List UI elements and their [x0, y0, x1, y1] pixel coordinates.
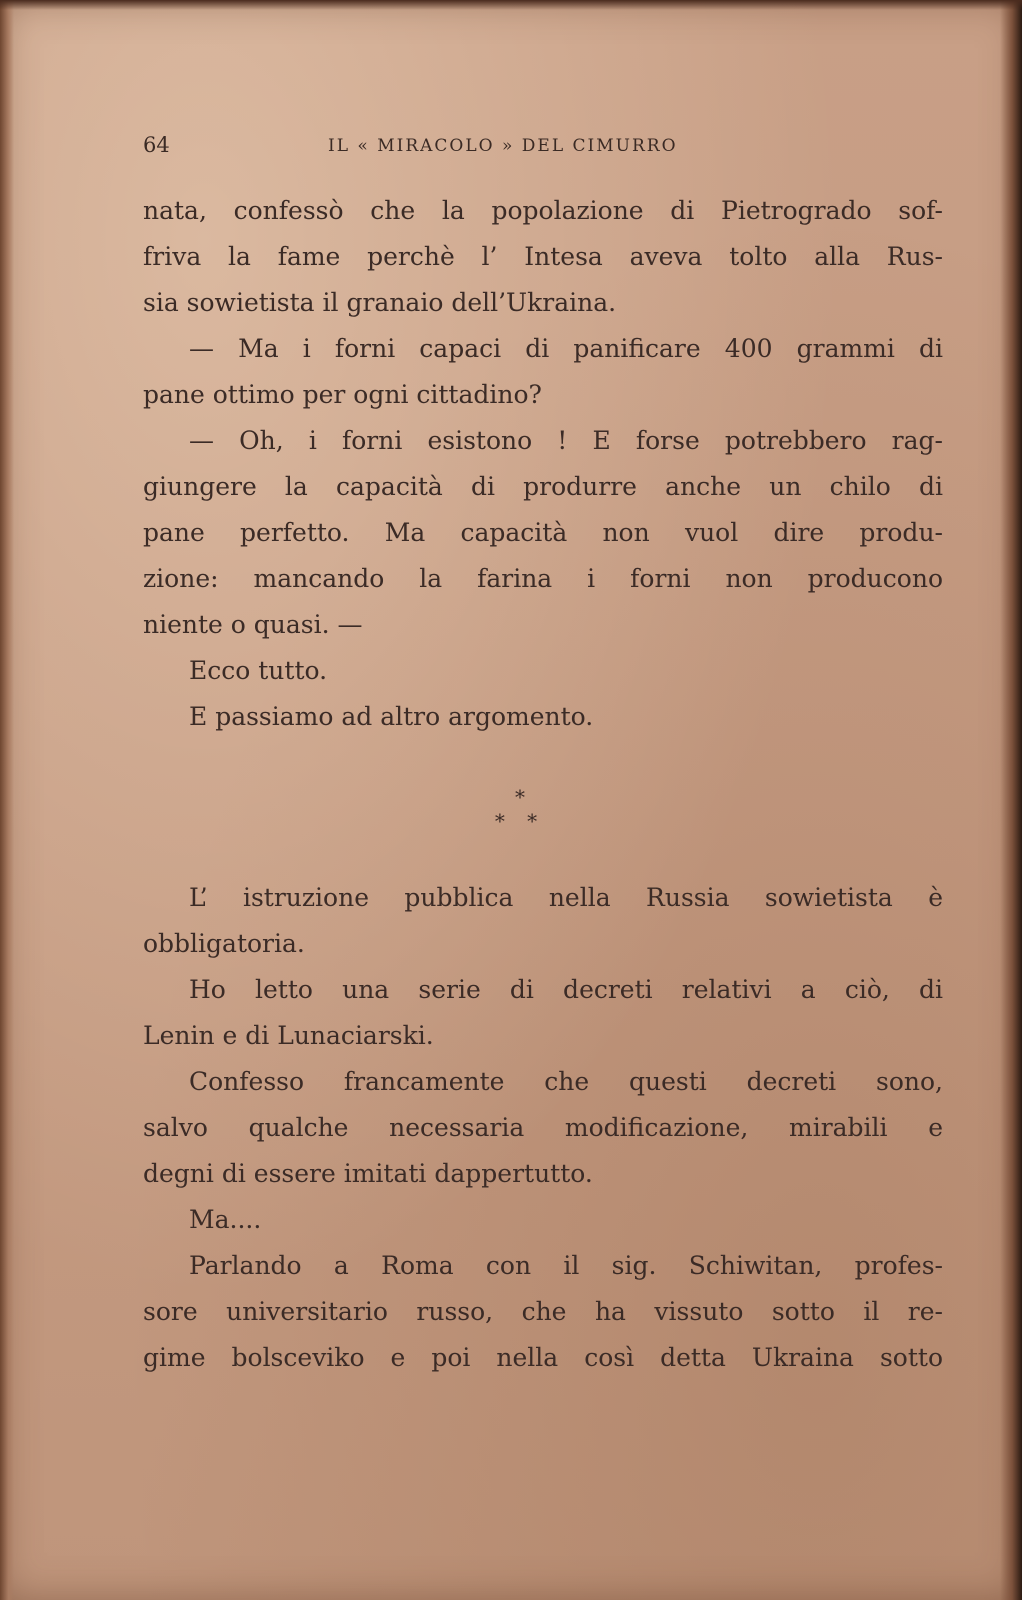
text-line: degni di essere imitati dappertutto.	[143, 1159, 593, 1188]
page-right-edge	[1000, 0, 1022, 1600]
text-line: zione: mancando la farina i forni non producono	[143, 564, 943, 593]
text-line: sia sowietista il granaio dell’Ukraina.	[143, 288, 617, 317]
text-line: niente o quasi. —	[143, 610, 363, 639]
text-line: Ho letto una serie di decreti relativi a ciò, di	[189, 975, 943, 1004]
asterism-top: *	[515, 785, 525, 809]
text-line: L’ istruzione pubblica nella Russia sowietista è	[189, 883, 943, 912]
text-line: Confesso francamente che questi decreti sono,	[189, 1067, 943, 1096]
text-line: Parlando a Roma con il sig. Schiwitan, profes-	[189, 1251, 943, 1280]
text-line: — Ma i forni capaci di panificare 400 grammi di	[189, 334, 943, 363]
text-line: gime bolsceviko e poi nella così detta Ukraina sotto	[143, 1343, 943, 1372]
text-line: — Oh, i forni esistono ! E forse potrebbero rag-	[189, 426, 943, 455]
text-line: E passiamo ad altro argomento.	[189, 702, 594, 731]
text-line: Lenin e di Lunaciarski.	[143, 1021, 434, 1050]
page-top-edge	[0, 0, 1022, 10]
text-line: salvo qualche necessaria modificazione, mirabili e	[143, 1113, 943, 1142]
text-line: Ecco tutto.	[189, 656, 328, 685]
text-line: obbligatoria.	[143, 929, 305, 958]
text-line: pane ottimo per ogni cittadino?	[143, 380, 542, 409]
text-line: pane perfetto. Ma capacità non vuol dire produ-	[143, 518, 943, 547]
body-text-section-1	[143, 188, 943, 740]
page-number: 64	[143, 133, 170, 157]
body-text-section-2	[143, 875, 943, 1381]
text-line: friva la fame perchè l’ Intesa aveva tolto alla Rus-	[143, 242, 943, 271]
text-line: nata, confessò che la popolazione di Pietrogrado sof-	[143, 196, 943, 225]
text-line: sore universitario russo, che ha vissuto sotto il re-	[143, 1297, 943, 1326]
text-line: Ma....	[189, 1205, 262, 1234]
asterism-bottom: * *	[494, 809, 546, 833]
page-left-edge	[0, 0, 14, 1600]
section-separator-asterism	[480, 785, 560, 845]
running-head	[143, 133, 943, 163]
running-title: IL « MIRACOLO » DEL CIMURRO	[328, 136, 678, 156]
text-line: giungere la capacità di produrre anche un chilo di	[143, 472, 943, 501]
